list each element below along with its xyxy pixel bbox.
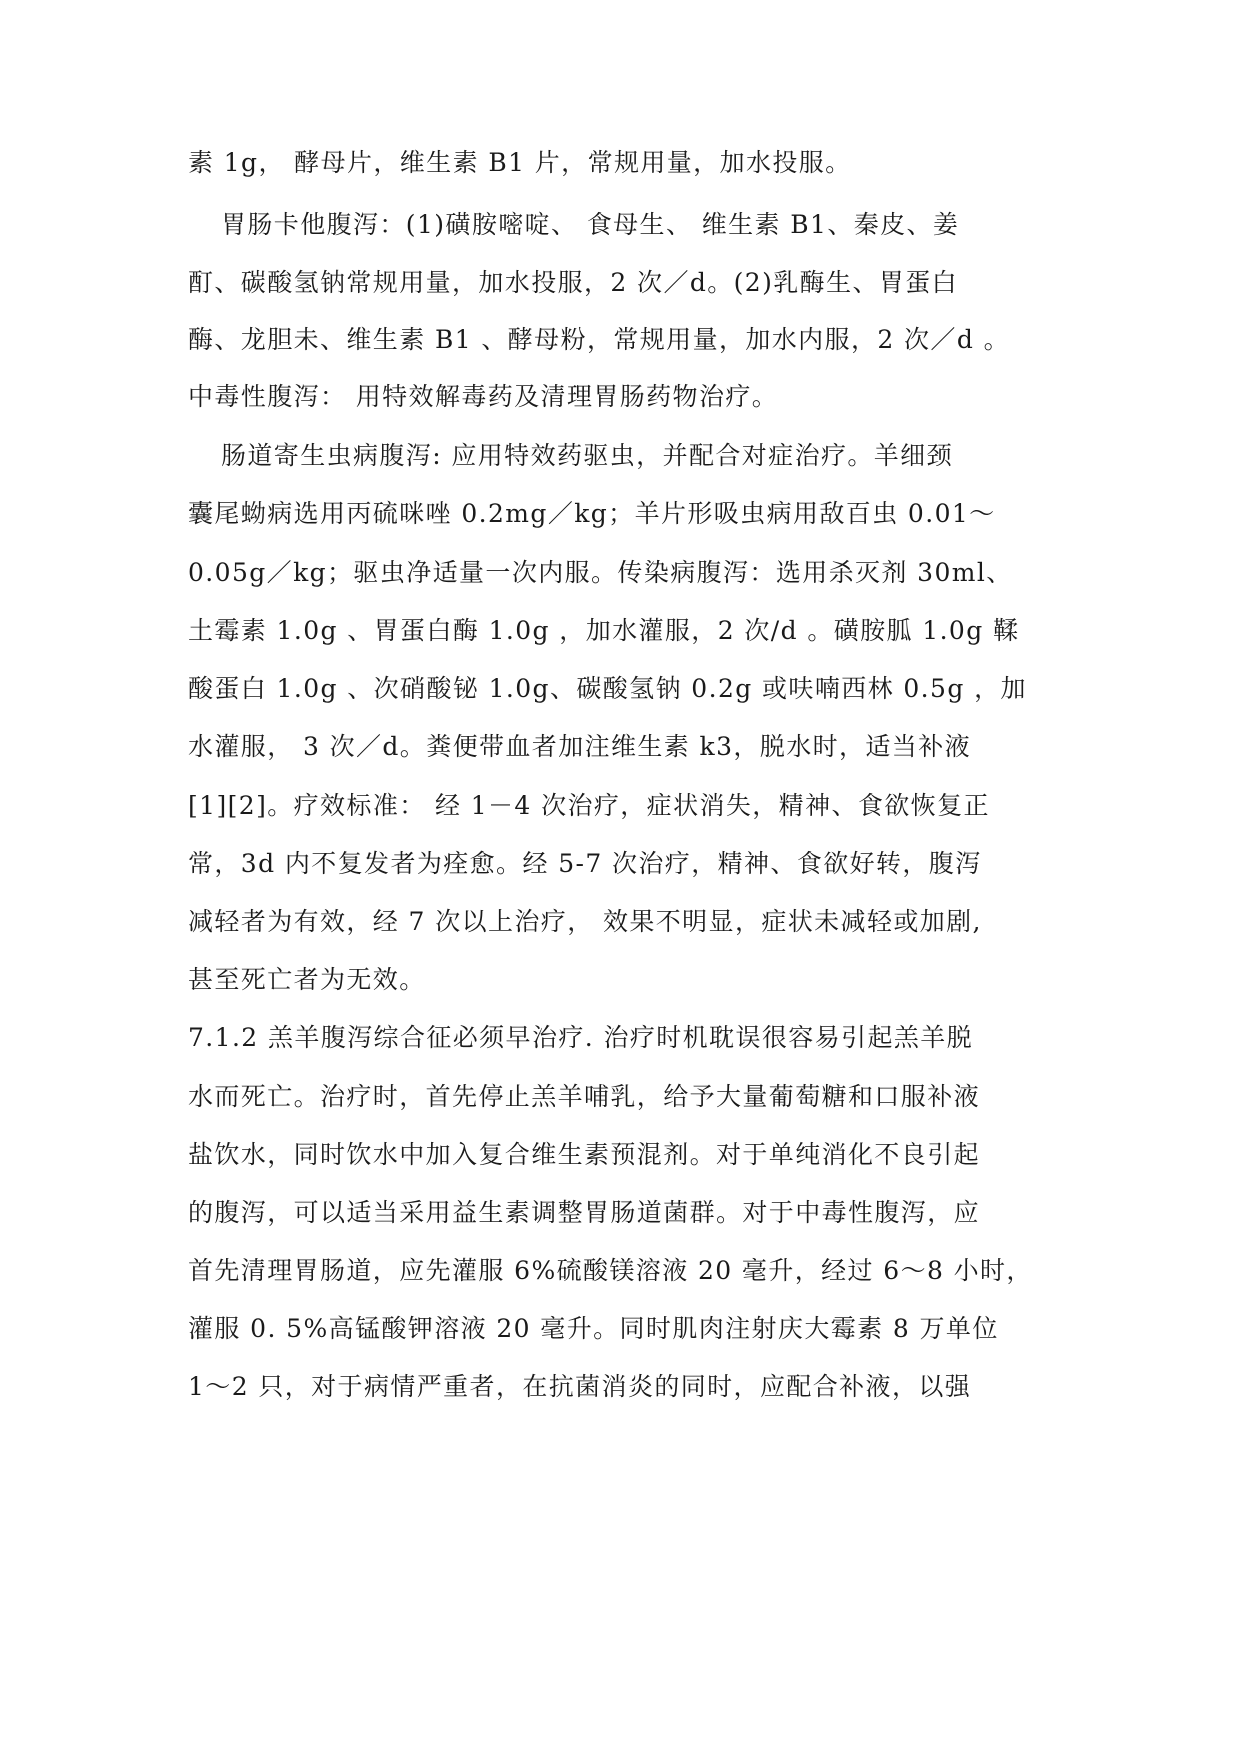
text-line: 灌服 0. 5%高锰酸钾溶液 20 毫升。同时肌肉注射庆大霉素 8 万单位: [188, 1314, 999, 1343]
text-line: [1][2]。疗效标准： 经 1－4 次治疗，症状消失，精神、食欲恢复正: [188, 791, 990, 820]
section-heading-line: 7.1.2 羔羊腹泻综合征必须早治疗. 治疗时机耽误很容易引起羔羊脱: [188, 1023, 974, 1052]
text-line: 素 1g， 酵母片，维生素 B1 片，常规用量，加水投服。: [188, 148, 852, 177]
text-line: 胃肠卡他腹泻：(1)磺胺嘧啶、 食母生、 维生素 B1、秦皮、姜: [221, 210, 960, 239]
text-line: 酶、龙胆未、维生素 B1 、酵母粉，常规用量，加水内服，2 次／d 。: [188, 325, 1010, 354]
text-line: 盐饮水，同时饮水中加入复合维生素预混剂。对于单纯消化不良引起: [188, 1140, 981, 1169]
text-line: 甚至死亡者为无效。: [188, 965, 426, 994]
text-line: 酊、碳酸氢钠常规用量，加水投服，2 次／d。(2)乳酶生、胃蛋白: [188, 268, 959, 297]
text-line: 酸蛋白 1.0g 、次硝酸铋 1.0g、碳酸氢钠 0.2g 或呋喃西林 0.5g ，加: [188, 674, 1027, 703]
text-line: 0.05g／kg；驱虫净适量一次内服。传染病腹泻：选用杀灭剂 30ml、: [188, 558, 1013, 587]
text-line: 肠道寄生虫病腹泻: 应用特效药驱虫，并配合对症治疗。羊细颈: [221, 441, 953, 470]
text-line: 囊尾蚴病选用丙硫咪唑 0.2mg／kg；羊片形吸虫病用敌百虫 0.01～: [188, 499, 996, 528]
text-line: 的腹泻，可以适当采用益生素调整胃肠道菌群。对于中毒性腹泻，应: [188, 1198, 981, 1227]
text-line: 1～2 只，对于病情严重者，在抗菌消炎的同时，应配合补液，以强: [188, 1372, 972, 1401]
text-line: 减轻者为有效，经 7 次以上治疗， 效果不明显，症状未减轻或加剧,: [188, 907, 982, 936]
text-line: 水而死亡。治疗时，首先停止羔羊哺乳，给予大量葡萄糖和口服补液: [188, 1082, 981, 1111]
text-line: 水灌服， 3 次／d。粪便带血者加注维生素 k3，脱水时，适当补液: [188, 732, 972, 761]
text-line: 土霉素 1.0g 、胃蛋白酶 1.0g ，加水灌服，2 次/d 。磺胺胍 1.0g 鞣: [188, 616, 1020, 645]
text-line: 中毒性腹泻： 用特效解毒药及清理胃肠药物治疗。: [188, 382, 779, 411]
text-line: 首先清理胃肠道，应先灌服 6%硫酸镁溶液 20 毫升，经过 6～8 小时，: [188, 1256, 1033, 1285]
text-line: 常，3d 内不复发者为痊愈。经 5-7 次治疗，精神、食欲好转，腹泻: [188, 849, 982, 878]
